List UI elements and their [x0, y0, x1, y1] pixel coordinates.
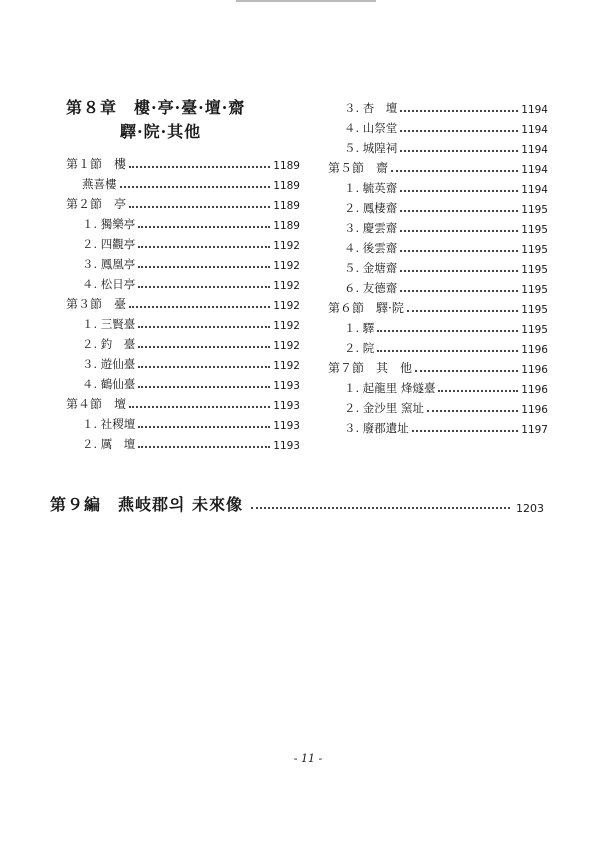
leader-dots	[251, 507, 510, 509]
leader-dots	[377, 350, 518, 352]
toc-item-entry[interactable]	[328, 96, 548, 116]
leader-dots	[120, 186, 271, 188]
entry-label: １. 毓英齋	[344, 181, 398, 195]
entry-page-number: 1192	[273, 280, 300, 292]
entry-page-number: 1194	[521, 124, 548, 136]
entry-page-number: 1192	[273, 340, 300, 352]
leader-dots	[129, 166, 270, 168]
right-entry-list	[328, 96, 548, 436]
entry-label: ４. 山祭堂	[344, 121, 398, 135]
entry-page-number: 1196	[521, 344, 548, 356]
leader-dots	[400, 110, 518, 112]
entry-label: ３. 杏 壇	[344, 101, 398, 115]
leader-dots	[138, 226, 270, 228]
entry-label: １. 社稷壇	[82, 417, 136, 431]
leader-dots	[129, 406, 270, 408]
leader-dots	[129, 206, 270, 208]
toc-section-entry[interactable]	[328, 296, 548, 316]
leader-dots	[391, 170, 518, 172]
toc-item-entry[interactable]	[328, 216, 548, 236]
entry-label: ４. 後雲齋	[344, 241, 398, 255]
chapter-title-line2: 驛·院·其他	[120, 122, 202, 141]
entry-label: ６. 友德齋	[344, 281, 398, 295]
entry-label: ２. 釣 臺	[82, 337, 136, 351]
leader-dots	[438, 390, 518, 392]
leader-dots	[138, 386, 270, 388]
entry-page-number: 1197	[521, 424, 548, 436]
entry-page-number: 1192	[273, 240, 300, 252]
part-entry[interactable]	[50, 492, 544, 515]
toc-item-entry[interactable]	[66, 372, 300, 392]
entry-page-number: 1195	[521, 244, 548, 256]
toc-item-entry[interactable]	[66, 412, 300, 432]
left-entry-list	[66, 152, 300, 452]
entry-label: ４. 鶴仙臺	[82, 377, 136, 391]
toc-item-entry[interactable]	[66, 212, 300, 232]
leader-dots	[400, 150, 518, 152]
leader-dots	[138, 326, 270, 328]
toc-right-column	[328, 96, 548, 436]
toc-item-entry[interactable]	[328, 236, 548, 256]
leader-dots	[400, 270, 518, 272]
entry-page-number: 1194	[521, 144, 548, 156]
entry-page-number: 1196	[521, 364, 548, 376]
leader-dots	[138, 266, 270, 268]
entry-page-number: 1192	[273, 360, 300, 372]
entry-page-number: 1193	[273, 420, 300, 432]
scan-edge-mark	[236, 0, 376, 2]
entry-label: 第６節 驛·院	[328, 301, 404, 315]
page-folio: - 11 -	[293, 752, 323, 765]
entry-page-number: 1196	[521, 384, 548, 396]
entry-page-number: 1195	[521, 224, 548, 236]
leader-dots	[412, 430, 518, 432]
toc-item-entry[interactable]	[66, 232, 300, 252]
toc-item-entry[interactable]	[66, 172, 300, 192]
toc-item-entry[interactable]	[66, 332, 300, 352]
leader-dots	[138, 346, 270, 348]
entry-page-number: 1194	[521, 184, 548, 196]
entry-label: ５. 金塘齋	[344, 261, 398, 275]
entry-page-number: 1195	[521, 324, 548, 336]
toc-item-entry[interactable]	[328, 396, 548, 416]
entry-page-number: 1193	[273, 440, 300, 452]
entry-page-number: 1196	[521, 404, 548, 416]
leader-dots	[400, 230, 518, 232]
leader-dots	[400, 190, 518, 192]
toc-left-column	[66, 96, 300, 452]
entry-label: ５. 城隍祠	[344, 141, 398, 155]
entry-page-number: 1189	[273, 220, 300, 232]
leader-dots	[138, 426, 270, 428]
leader-dots	[377, 330, 518, 332]
entry-page-number: 1194	[521, 164, 548, 176]
toc-item-entry[interactable]	[66, 352, 300, 372]
part-page-number: 1203	[516, 502, 544, 515]
entry-page-number: 1193	[273, 380, 300, 392]
entry-label: ２. 院	[344, 341, 375, 355]
chapter-title-line1: 第８章 樓·亭·臺·壇·齋	[66, 98, 246, 117]
leader-dots	[427, 410, 518, 412]
toc-section-entry[interactable]	[66, 192, 300, 212]
entry-label: 第３節 臺	[66, 297, 127, 311]
entry-label: 第１節 樓	[66, 157, 127, 171]
entry-label: ２. 金沙里 窯址	[344, 401, 424, 415]
leader-dots	[138, 366, 270, 368]
toc-item-entry[interactable]	[328, 196, 548, 216]
entry-label: 第４節 壇	[66, 397, 127, 411]
toc-section-entry[interactable]	[328, 156, 548, 176]
chapter-heading	[66, 96, 300, 144]
entry-page-number: 1195	[521, 304, 548, 316]
toc-item-entry[interactable]	[66, 312, 300, 332]
leader-dots	[138, 446, 270, 448]
toc-section-entry[interactable]	[66, 152, 300, 172]
entry-label: ２. 四觀亭	[82, 237, 136, 251]
entry-label: 第５節 齋	[328, 161, 389, 175]
entry-page-number: 1192	[273, 320, 300, 332]
entry-label: 燕喜樓	[82, 177, 117, 191]
entry-page-number: 1195	[521, 264, 548, 276]
toc-item-entry[interactable]	[66, 432, 300, 452]
toc-item-entry[interactable]	[328, 176, 548, 196]
toc-item-entry[interactable]	[328, 136, 548, 156]
leader-dots	[400, 210, 518, 212]
leader-dots	[138, 246, 270, 248]
entry-label: ２. 厲 壇	[82, 437, 136, 451]
entry-label: １. 獨樂亭	[82, 217, 136, 231]
entry-page-number: 1189	[273, 180, 300, 192]
toc-item-entry[interactable]	[328, 276, 548, 296]
entry-label: １. 起龍里 烽燧臺	[344, 381, 436, 395]
entry-page-number: 1194	[521, 104, 548, 116]
entry-page-number: 1189	[273, 200, 300, 212]
toc-section-entry[interactable]	[328, 356, 548, 376]
toc-section-entry[interactable]	[66, 392, 300, 412]
toc-section-entry[interactable]	[66, 292, 300, 312]
entry-label: １. 驛	[344, 321, 375, 335]
entry-label: 第７節 其 他	[328, 361, 413, 375]
leader-dots	[400, 290, 518, 292]
toc-item-entry[interactable]	[328, 316, 548, 336]
leader-dots	[407, 310, 518, 312]
entry-label: ３. 鳳凰亭	[82, 257, 136, 271]
leader-dots	[400, 250, 518, 252]
toc-item-entry[interactable]	[328, 256, 548, 276]
entry-label: 第２節 亭	[66, 197, 127, 211]
entry-page-number: 1189	[273, 160, 300, 172]
entry-label: ３. 廢郡遺址	[344, 421, 409, 435]
entry-page-number: 1192	[273, 260, 300, 272]
leader-dots	[138, 286, 270, 288]
toc-item-entry[interactable]	[328, 336, 548, 356]
entry-page-number: 1195	[521, 284, 548, 296]
entry-label: ４. 松日亭	[82, 277, 136, 291]
leader-dots	[415, 370, 518, 372]
entry-label: ３. 慶雲齋	[344, 221, 398, 235]
toc-item-entry[interactable]	[328, 416, 548, 436]
toc-item-entry[interactable]	[66, 272, 300, 292]
entry-label: ３. 遊仙臺	[82, 357, 136, 371]
entry-label: ２. 鳳棲齋	[344, 201, 398, 215]
toc-item-entry[interactable]	[328, 376, 548, 396]
part-title: 第９編 燕岐郡의 未來像	[50, 495, 244, 514]
toc-item-entry[interactable]	[66, 252, 300, 272]
entry-page-number: 1192	[273, 300, 300, 312]
entry-label: １. 三賢臺	[82, 317, 136, 331]
leader-dots	[129, 306, 270, 308]
entry-page-number: 1195	[521, 204, 548, 216]
entry-page-number: 1193	[273, 400, 300, 412]
leader-dots	[400, 130, 518, 132]
toc-item-entry[interactable]	[328, 116, 548, 136]
